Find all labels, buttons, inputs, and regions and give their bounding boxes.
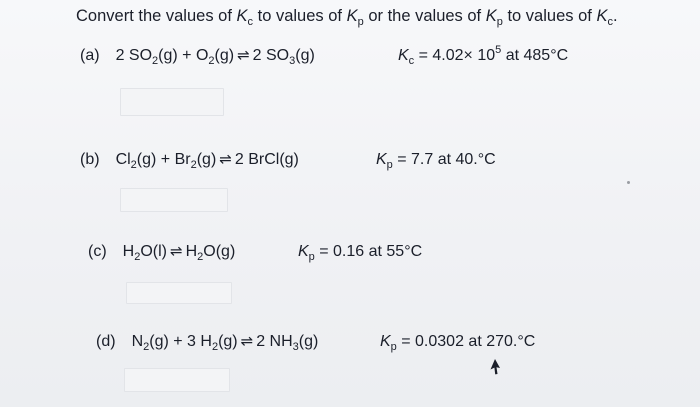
mouse-pointer-icon (488, 358, 502, 376)
problem-label-a: (a) (80, 47, 100, 64)
equation-c: (c) $H_2O(l)$ ⇌ $H_2O(g)$ (88, 243, 236, 263)
equilibrium-arrow-icon: ⇌ (240, 333, 254, 350)
equation-b: (b) $Cl_2(g) + Br_2(g)$ ⇌ 2 BrCl(g) (80, 151, 299, 171)
answer-input-a[interactable] (120, 88, 224, 116)
equation-d: (d) $N_2(g) + 3$ $H_2(g)$ ⇌ 2 $NH_3(g)$ (96, 333, 319, 353)
k-value-b: $K_p = 7.7$ at 40.°C (376, 151, 496, 171)
stray-dot (627, 181, 630, 184)
k-value-a: $K_c = 4.02\times 10^5$ at 485°C (398, 44, 569, 67)
problem-label-c: (c) (88, 243, 107, 260)
problem-label-d: (d) (96, 333, 116, 350)
k-value-c: $K_p = 0.16$ at 55°C (298, 243, 423, 263)
equilibrium-arrow-icon: ⇌ (170, 243, 183, 260)
problem-label-b: (b) (80, 151, 100, 168)
equilibrium-arrow-icon: ⇌ (237, 47, 250, 64)
question-prompt: Convert the values of $K_c$ to values of $K_p$ or the values of $K_p$ to values of $K_c$. (76, 7, 618, 28)
answer-input-c[interactable] (126, 282, 232, 304)
equilibrium-arrow-icon: ⇌ (219, 151, 232, 168)
equation-a: (a) 2 $SO_2(g) + O_2(g)$ ⇌ 2 $SO_3(g)$ (80, 47, 315, 67)
prompt-text: Convert the values of (76, 7, 237, 25)
k-value-d: $K_p = 0.0302$ at 270.°C (380, 333, 536, 353)
answer-input-d[interactable] (124, 368, 230, 392)
answer-input-b[interactable] (120, 188, 228, 212)
